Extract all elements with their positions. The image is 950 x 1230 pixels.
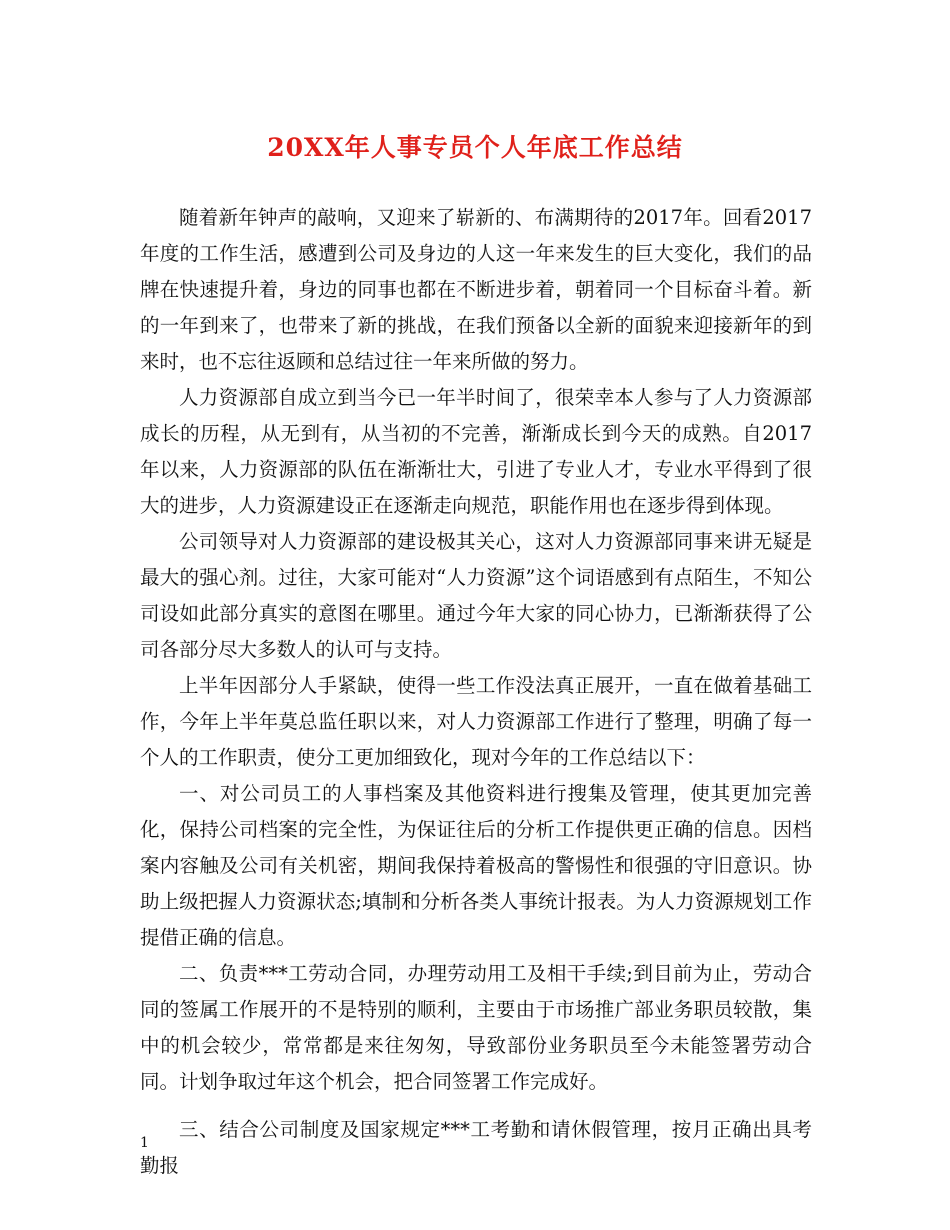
paragraph-item-1: 一、对公司员工的人事档案及其他资料进行搜集及管理，使其更加完善化，保持公司档案的完全性，为保证往后的分析工作提供更正确的信息。因档案内容触及公司有关机密，期间我保持着极高的警惕性和很强的守旧意识。协助上级把握人力资源状态;填制和分析各类人事统计报表。为人力资源规划工作提借正确的信息。 xyxy=(140,782,812,949)
paragraph-item-2: 二、负责***工劳动合同，办理劳动用工及相干手续;到目前为止，劳动合同的签属工作展开的不是特别的顺利，主要由于市场推广部业务职员较散，集中的机会较少，常常都是来往匆匆，导致部份业务职员至今未能签署劳动合同。计划争取过年这个机会，把合同签署工作完成好。 xyxy=(140,962,812,1093)
document-body xyxy=(140,200,812,1184)
page-number: 1 xyxy=(140,1135,149,1151)
paragraph-item-3: 三、结合公司制度及国家规定***工考勤和请休假管理，按月正确出具考勤报 xyxy=(140,1118,812,1177)
document-title: 20XX年人事专员个人年底工作总结 xyxy=(267,133,683,162)
paragraph-hr-growth: 人力资源部自成立到当今已一年半时间了，很荣幸本人参与了人力资源部成长的历程，从无到有，从当初的不完善，渐渐成长到今天的成熟。自2017年以来，人力资源部的队伍在渐渐壮大，引进了专业人才，专业水平得到了很大的进步，人力资源建设正在逐渐走向规范，职能作用也在逐步得到体现。 xyxy=(140,386,812,517)
paragraph-first-half: 上半年因部分人手紧缺，使得一些工作没法真正展开，一直在做着基础工作，今年上半年莫总监任职以来，对人力资源部工作进行了整理，明确了每一个人的工作职责，使分工更加细致化，现对今年的工作总结以下： xyxy=(140,674,812,769)
paragraph-intro: 随着新年钟声的敲响，又迎来了崭新的、布满期待的2017年。回看2017年度的工作生活，感遭到公司及身边的人这一年来发生的巨大变化，我们的品牌在快速提升着，身边的同事也都在不断进步着，朝着同一个目标奋斗着。新的一年到来了，也带来了新的挑战，在我们预备以全新的面貌来迎接新年的到来时，也不忘往返顾和总结过往一年来所做的努力。 xyxy=(140,206,812,373)
paragraph-leadership-support: 公司领导对人力资源部的建设极其关心，这对人力资源部同事来讲无疑是最大的强心剂。过往，大家可能对“人力资源”这个词语感到有点陌生，不知公司设如此部分真实的意图在哪里。通过今年大家的同心协力，已渐渐获得了公司各部分尽大多数人的认可与支持。 xyxy=(140,530,812,661)
